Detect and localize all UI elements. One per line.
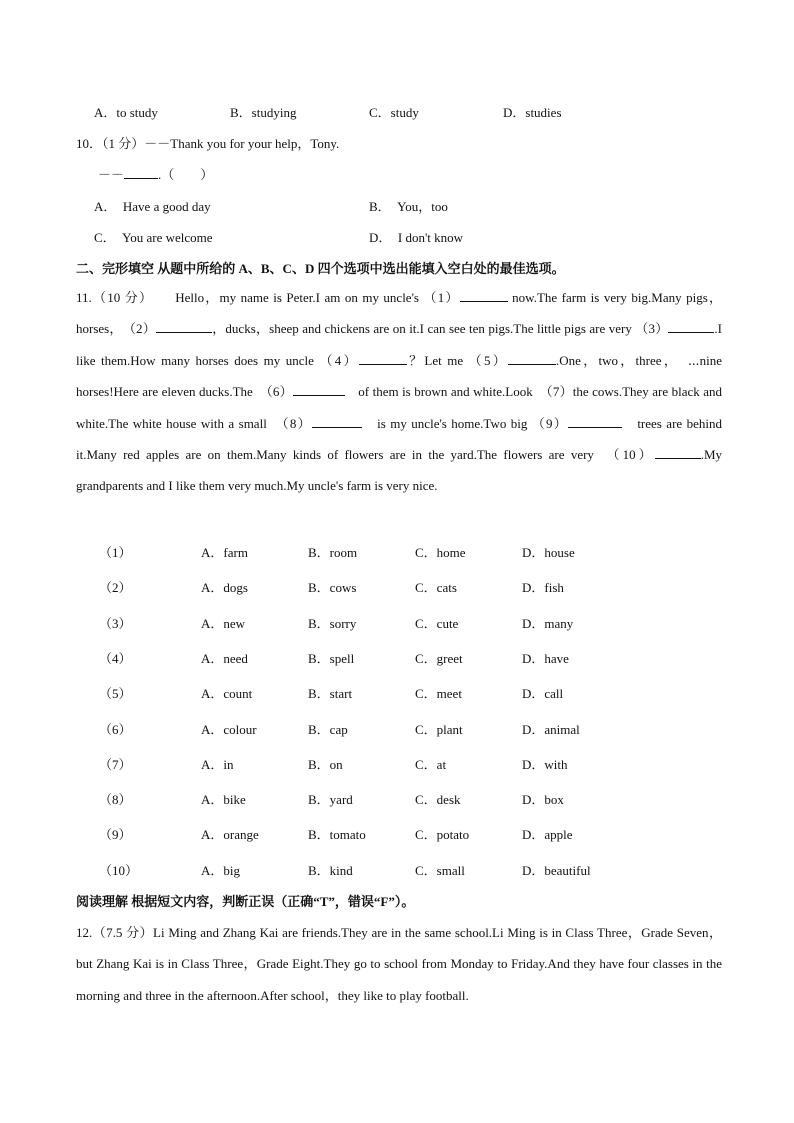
q11-option-b: B．cap	[308, 721, 348, 737]
q11-option-c: C．home	[415, 545, 466, 560]
q9-option-b: B．studying	[230, 105, 297, 120]
q11-option-a: A．need	[201, 650, 248, 666]
q11-passage-text: .I like them.How many horses does my uncle （4）	[76, 321, 723, 368]
q11-answer-blank	[156, 321, 212, 333]
q11-option-c: C．plant	[415, 721, 463, 737]
q11-passage-text: now.The farm is very big.Many pigs，horses， （2）	[76, 290, 722, 337]
q11-option-c: C．cats	[415, 580, 457, 596]
section3-heading: 阅读理解 根据短文内容，判断正误（正确“T”，错误“F”）。	[76, 894, 415, 909]
q11-option-a: A．new	[201, 615, 246, 631]
q11-passage-text: trees are behind it.Many red apples are on them.Many kinds of flowers are in the yard.The flowers are very （10）	[76, 415, 722, 463]
q11-number: 11.（10 分）	[76, 290, 154, 305]
q11-option-number: （6）	[99, 721, 132, 737]
q11-body	[76, 290, 722, 493]
q10-reply-suffix: .（ ）	[158, 167, 214, 182]
q11-passage-text: ，ducks，sheep and chickens are on it.I can see ten pigs.The little pigs are very （3）	[212, 321, 669, 337]
q10-option-d: D． I don't know	[369, 230, 464, 245]
q11-option-d: D．with	[522, 756, 568, 772]
q11-option-number: （3）	[99, 615, 132, 631]
q11-answer-blank	[460, 290, 508, 302]
q11-option-number: （2）	[99, 580, 132, 596]
q11-option-d: D．box	[522, 792, 564, 808]
q11-answer-blank	[312, 416, 362, 428]
q11-option-b: B．yard	[308, 792, 353, 808]
q11-option-a: A．orange	[201, 827, 259, 843]
q11-option-a: A．dogs	[201, 580, 248, 596]
q11-option-a: A．bike	[201, 792, 246, 808]
q11-option-number: （9）	[99, 827, 132, 843]
q10-stem: 10．（1 分）－－Thank you for your help，Tony.	[76, 136, 340, 151]
q9-option-a: A．to study	[94, 105, 158, 120]
q11-option-b: B．sorry	[308, 615, 357, 631]
q11-answer-blank	[668, 321, 714, 333]
q11-answer-blank	[359, 353, 407, 365]
q11-option-b: B．room	[308, 545, 358, 560]
q11-option-number: （1）	[99, 545, 132, 560]
q10-option-b: B． You，too	[369, 199, 448, 214]
q11-option-number: （5）	[99, 686, 132, 702]
q11-option-d: D．apple	[522, 827, 573, 843]
q11-passage-text: is my uncle's home.Two big （9）	[361, 415, 568, 431]
q10-option-a: A． Have a good day	[94, 199, 211, 214]
q11-option-a: A．farm	[201, 545, 248, 560]
q10-reply-prefix: －－	[98, 167, 125, 182]
q10-answer-blank	[124, 167, 158, 179]
q11-option-c: C．meet	[415, 686, 462, 702]
q11-option-b: B．start	[308, 686, 353, 702]
q11-passage	[76, 282, 722, 502]
q11-option-d: D．beautiful	[522, 862, 591, 878]
q11-passage-text: ？Let me （5）	[406, 352, 509, 368]
q11-option-b: B．tomato	[308, 827, 366, 843]
q11-option-d: D．house	[522, 545, 575, 560]
q11-option-c: C．at	[415, 756, 447, 772]
q11-option-d: D．animal	[522, 721, 580, 737]
q11-passage-text: .One，two，three， ⋯nine horses!Here are eleven ducks.The （6）	[76, 352, 722, 400]
q11-option-c: C．cute	[415, 615, 459, 631]
q11-option-a: A．in	[201, 756, 234, 772]
q10-reply	[98, 164, 213, 183]
q9-option-c: C．study	[369, 105, 419, 120]
q11-option-c: C．desk	[415, 792, 461, 808]
q11-passage-text: of them is brown and white.Look （7）the cows.They are black and white.The white house with a small （8）	[76, 384, 722, 431]
q10-option-c: C． You are welcome	[94, 230, 213, 245]
q11-answer-blank	[508, 353, 556, 365]
q11-option-number: （8）	[99, 792, 132, 808]
q11-option-a: A．big	[201, 862, 241, 878]
q11-option-d: D．many	[522, 615, 574, 631]
q11-passage-text: Hello，my name is Peter.I am on my uncle's （1）	[175, 290, 460, 305]
q11-answer-blank	[293, 384, 345, 396]
q11-option-b: B．kind	[308, 862, 353, 878]
q12-passage: 12.（7.5 分）Li Ming and Zhang Kai are friends.They are in the same school.Li Ming is in Class Three，Grade Seven，but Zhang Kai is in Class Three，Grade Eight.They go to school from Monday to Friday.And they have four classes in the morning and three in the afternoon.After school，they like to play football.	[76, 925, 722, 1003]
q11-option-number: （7）	[99, 756, 132, 772]
q11-answer-blank	[655, 447, 701, 459]
q9-option-d: D．studies	[503, 105, 562, 120]
q11-option-c: C．small	[415, 862, 465, 878]
q11-option-b: B．on	[308, 756, 343, 772]
q11-option-d: D．fish	[522, 580, 564, 596]
q11-option-d: D．call	[522, 686, 564, 702]
q11-option-number: （10）	[99, 862, 139, 878]
q11-answer-blank	[568, 416, 622, 428]
q11-option-number: （4）	[99, 650, 132, 666]
section2-heading: 二、完形填空 从题中所给的 A、B、C、D 四个选项中选出能填入空白处的最佳选项。	[76, 261, 565, 276]
q11-option-d: D．have	[522, 650, 569, 666]
q11-option-b: B．cows	[308, 580, 357, 596]
q11-passage-text: .My grandparents and I like them very much.My uncle's farm is very nice.	[76, 447, 722, 494]
q11-option-b: B．spell	[308, 650, 355, 666]
q11-option-a: A．colour	[201, 721, 257, 737]
q11-option-c: C．greet	[415, 650, 463, 666]
q11-option-c: C．potato	[415, 827, 470, 843]
q11-option-a: A．count	[201, 686, 253, 702]
